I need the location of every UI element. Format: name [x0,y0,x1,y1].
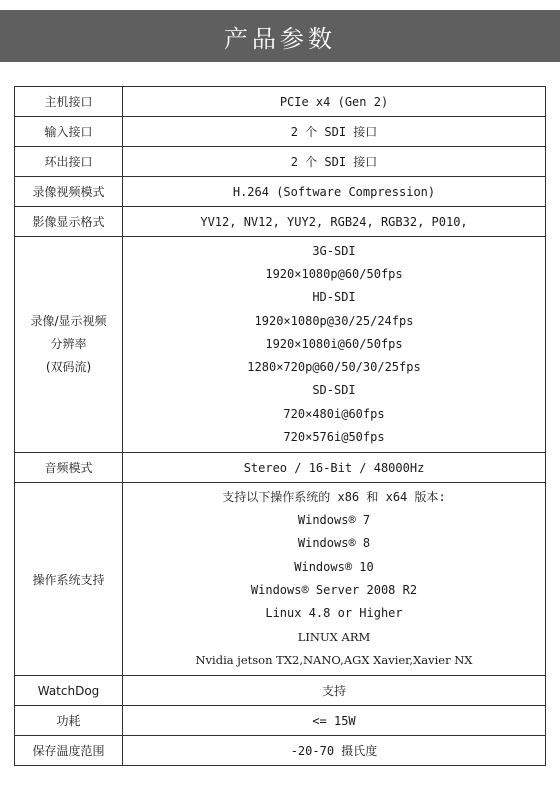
table-row [15,676,546,706]
spec-value: 2 个 SDI 接口 [123,117,546,147]
table-row [15,736,546,766]
label-line: 分辨率 [50,336,87,351]
value-line: Windows® 8 [297,536,371,551]
table-row [15,237,546,453]
value-line: HD-SDI [312,290,356,305]
value-line: SD-SDI [312,383,356,398]
spec-label [15,237,123,453]
spec-table [14,86,546,766]
spec-value: PCIe x4 (Gen 2) [123,87,546,117]
spec-value: H.264 (Software Compression) [123,177,546,207]
table-row [15,207,546,237]
spec-value: 2 个 SDI 接口 [123,147,546,177]
page-header [0,10,560,62]
value-line: Windows® 7 [297,513,371,528]
value-line: Windows® 10 [294,559,374,574]
table-row [15,483,546,676]
value-line: 1920×1080p@30/25/24fps [254,313,414,328]
table-row [15,177,546,207]
value-line: 720×480i@60fps [283,406,385,421]
spec-label: WatchDog [15,676,123,706]
value-line: Windows® Server 2008 R2 [250,583,418,597]
spec-label: 操作系统支持 [15,483,123,676]
table-row [15,706,546,736]
spec-value: 支持 [123,676,546,706]
spec-label: 音频模式 [15,453,123,483]
value-line: 1280×720p@60/50/30/25fps [247,360,421,375]
page-title: 产品参数 [224,24,336,53]
spec-label: 输入接口 [15,117,123,147]
spec-label: 影像显示格式 [15,207,123,237]
value-line: LINUX ARM [297,629,371,644]
value-line: 1920×1080p@60/50fps [265,266,403,281]
spec-label: 保存温度范围 [15,736,123,766]
spec-value [123,483,546,676]
label-line: (双码流) [45,360,92,375]
spec-label: 环出接口 [15,147,123,177]
table-row [15,147,546,177]
spec-value: Stereo / 16-Bit / 48000Hz [123,453,546,483]
table-row [15,453,546,483]
spec-value [123,237,546,453]
spec-label: 录像视频模式 [15,177,123,207]
value-line: Nvidia jetson TX2,NANO,AGX Xavier,Xavier NX [195,652,473,667]
table-row [15,87,546,117]
table-row [15,117,546,147]
spec-value: -20-70 摄氏度 [123,736,546,766]
label-line: 录像/显示视频 [30,313,107,328]
spec-label: 主机接口 [15,87,123,117]
value-line: 3G-SDI [312,243,356,258]
spec-value: <= 15W [123,706,546,736]
value-line: 720×576i@50fps [283,430,385,445]
spec-value: YV12, NV12, YUY2, RGB24, RGB32, P010, [123,207,546,237]
value-line: 1920×1080i@60/50fps [265,336,403,351]
spec-label: 功耗 [15,706,123,736]
value-line: Linux 4.8 or Higher [265,606,403,621]
value-line: 支持以下操作系统的 x86 和 x64 版本: [222,489,446,504]
